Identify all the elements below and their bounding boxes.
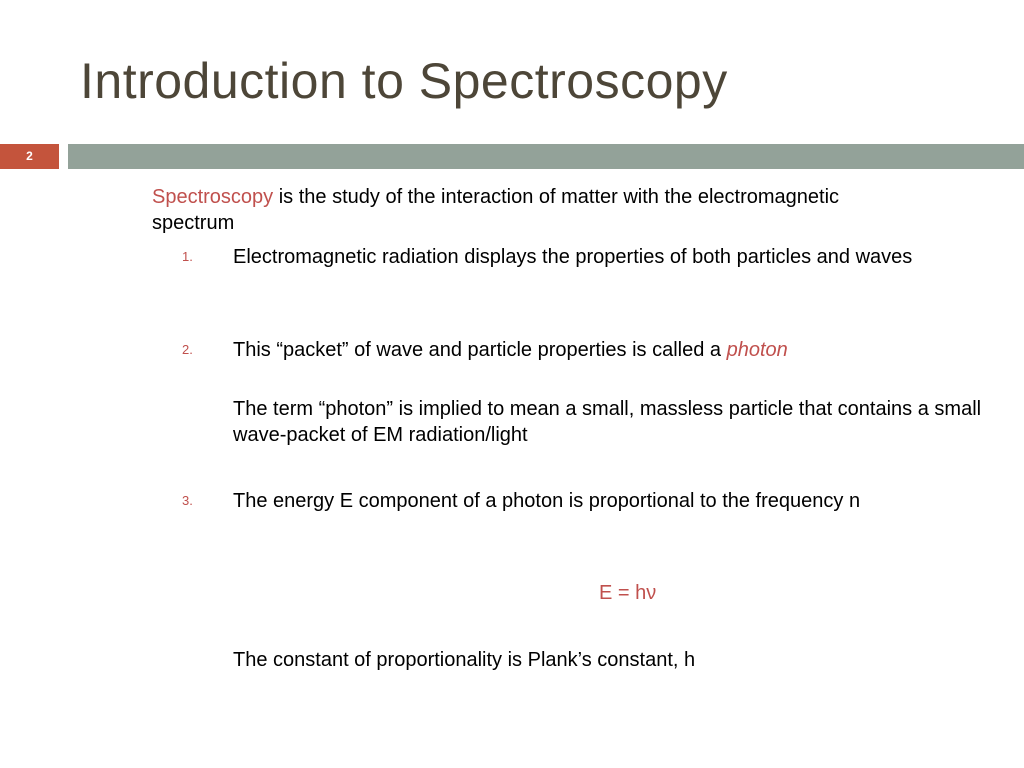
proportionality-note: The constant of proportionality is Plank’s constant, h bbox=[233, 649, 696, 671]
intro-term: Spectroscopy bbox=[152, 186, 274, 208]
photon-note: The term “photon” is implied to mean a small, massless particle that contains a small wave-packet of EM radiation/light bbox=[233, 398, 982, 446]
list-text-1: Electromagnetic radiation displays the properties of both particles and waves bbox=[233, 246, 913, 268]
list-item-2 bbox=[182, 337, 982, 367]
list-number-3: 3. bbox=[182, 493, 193, 508]
slide-title: Introduction to Spectroscopy bbox=[80, 53, 728, 109]
photon-term: photon bbox=[726, 339, 788, 361]
slide-number-badge: 2 bbox=[0, 144, 59, 169]
intro-paragraph bbox=[152, 184, 872, 236]
header-rule-bar bbox=[68, 144, 1024, 169]
list-text-2 bbox=[233, 337, 973, 363]
intro-definition: is the study of the interaction of matter with the electromagnetic spectrum bbox=[152, 186, 840, 234]
list-text-2-main: This “packet” of wave and particle properties is called a bbox=[233, 339, 727, 361]
list-number-1: 1. bbox=[182, 249, 193, 264]
list-number-2: 2. bbox=[182, 342, 193, 357]
list-text-3: The energy E component of a photon is proportional to the frequency n bbox=[233, 490, 861, 512]
energy-equation: E = hν bbox=[599, 582, 657, 604]
list-item-3 bbox=[182, 488, 982, 544]
list-item-1 bbox=[182, 244, 982, 300]
